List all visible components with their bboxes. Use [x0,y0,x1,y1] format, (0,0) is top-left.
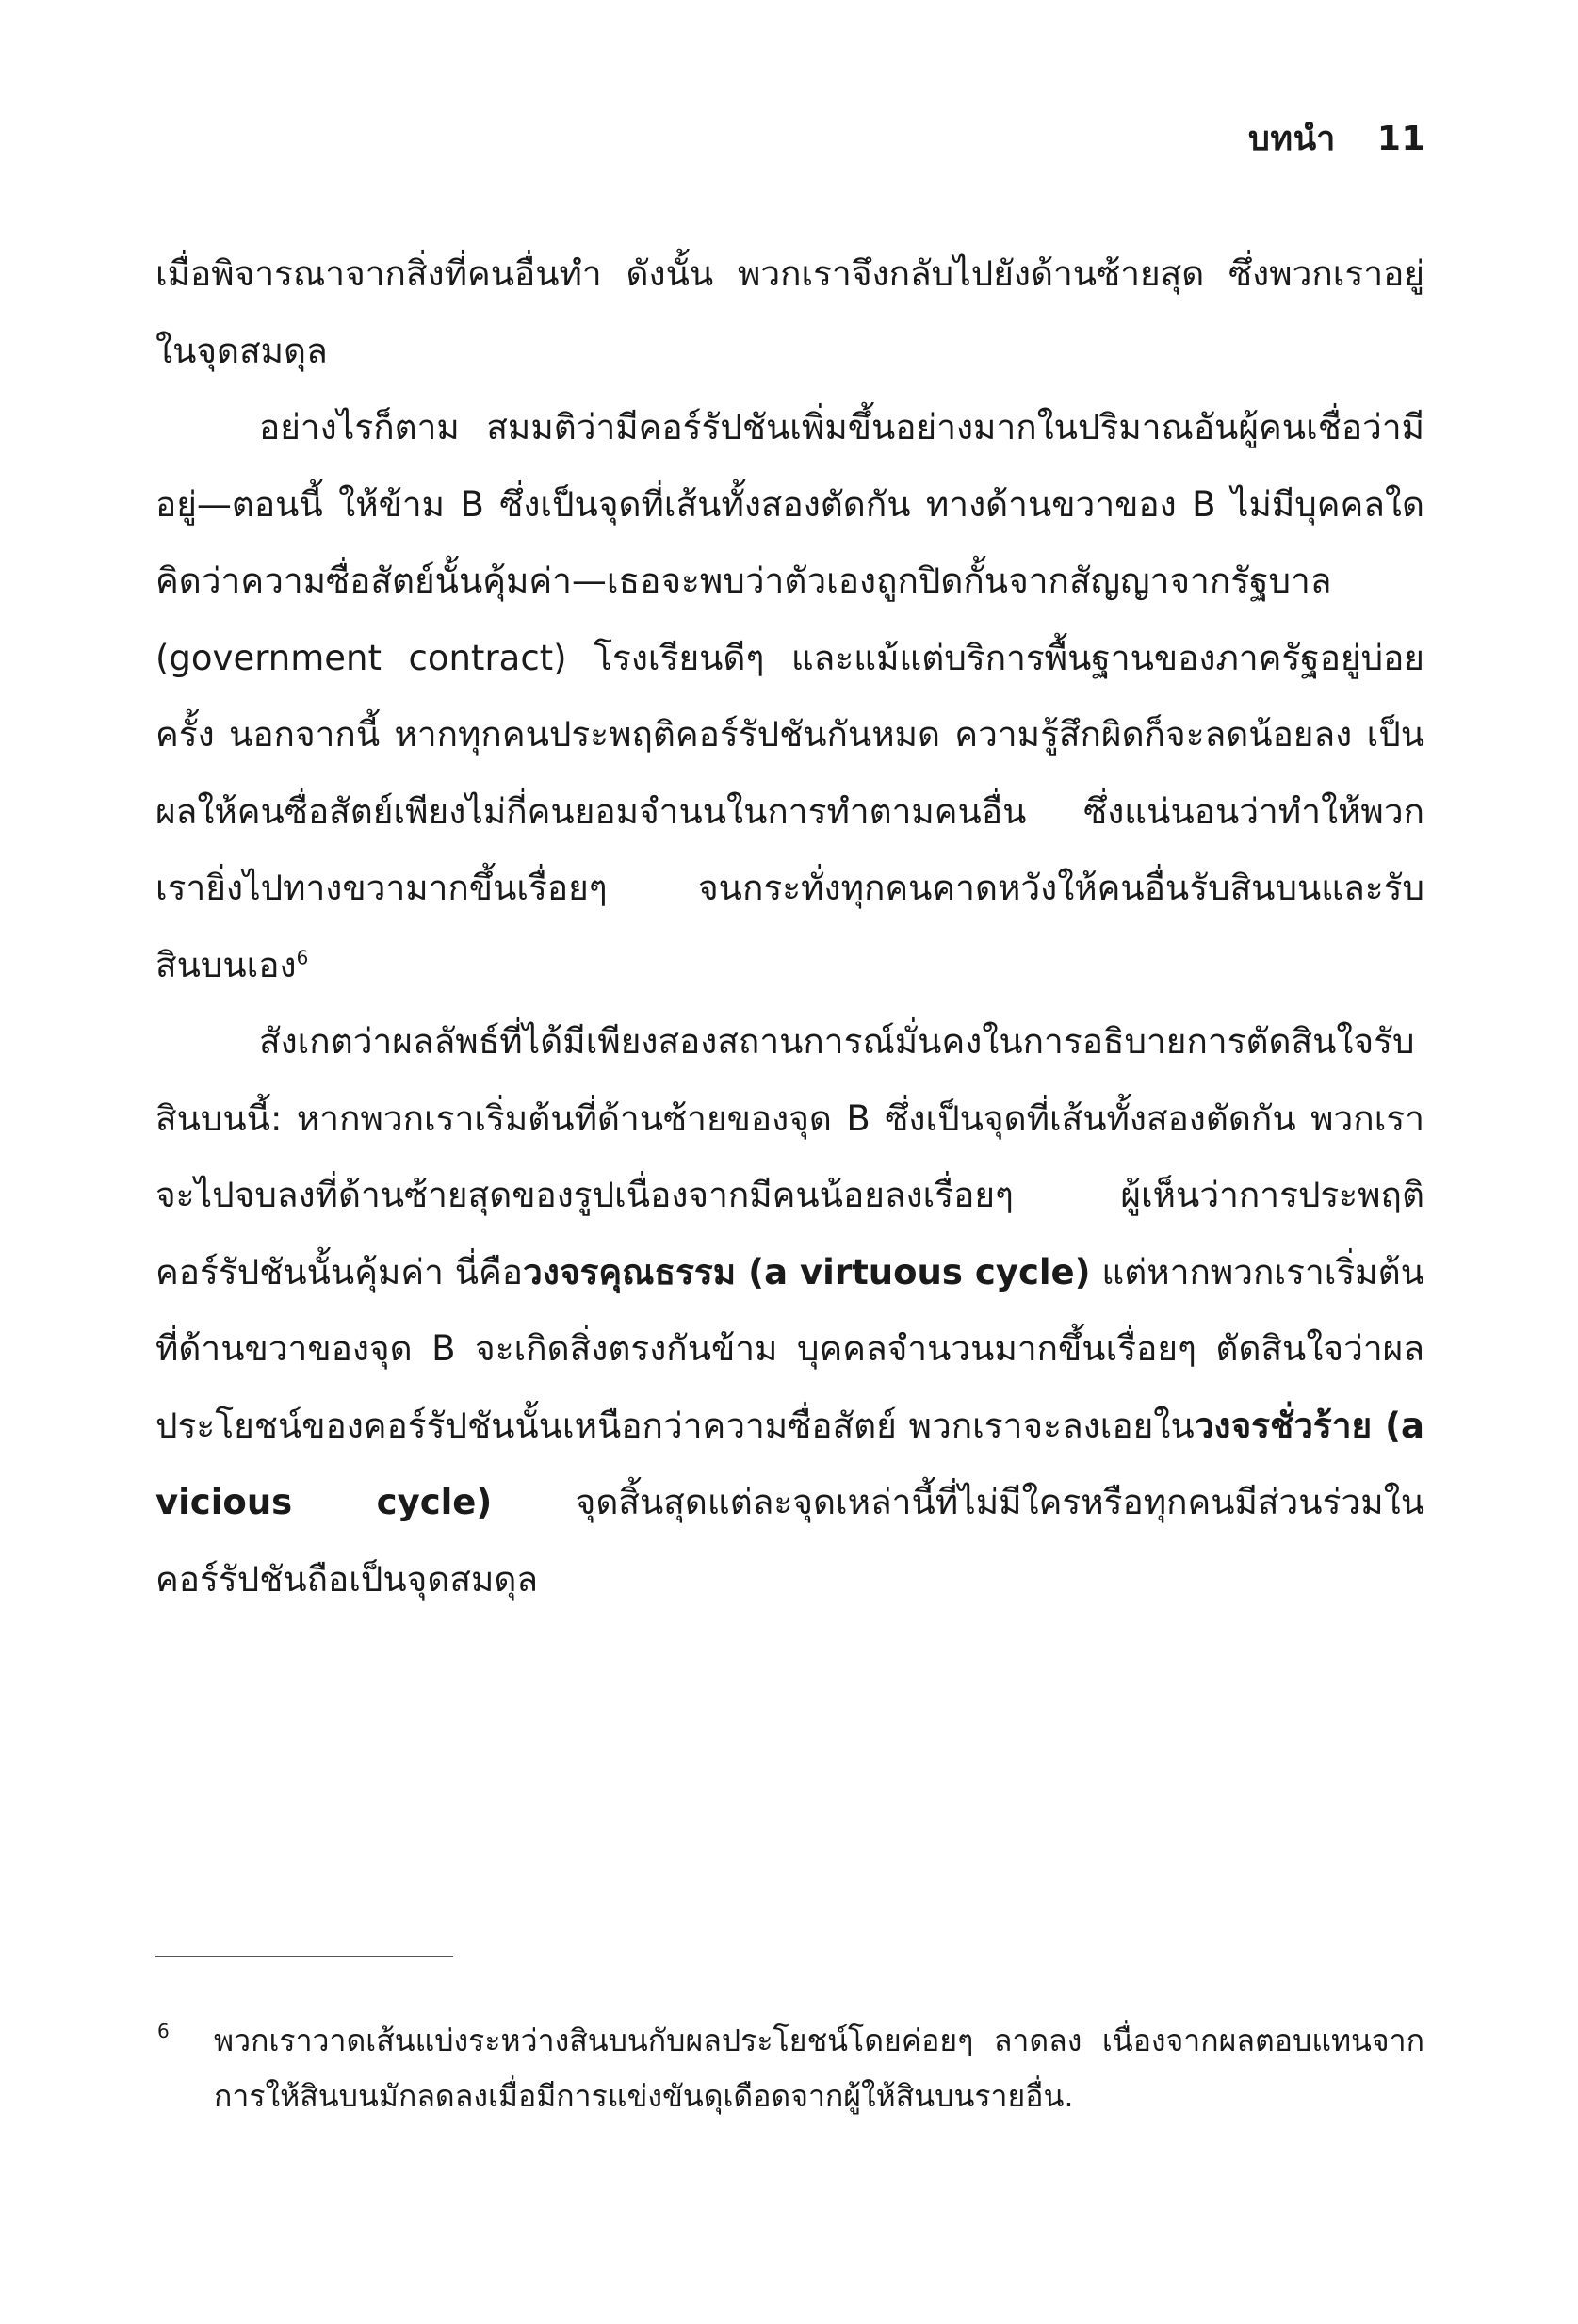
paragraph-2-text: อย่างไรก็ตาม สมมติว่ามีคอร์รัปชันเพิ่มขึ้นอย่างมากในปริมาณอันผู้คนเชื่อว่ามีอยู่—ตอนนี้ ให้ข้าม B ซึ่งเป็นจุดที่เส้นทั้งสองตัดกัน ทางด้านขวาของ B ไม่มีบุคคลใดคิดว่าความซื่อสัตย์นั้นคุ้มค่า—เธอจะพบว่าตัวเองถูกปิดกั้นจากสัญญาจากรัฐบาล (government contract) โรงเรียนดีๆ และแม้แต่บริการพื้นฐานของภาครัฐอยู่บ่อยครั้ง นอกจากนี้ หากทุกคนประพฤติคอร์รัปชันกันหมด ความรู้สึกผิดก็จะลดน้อยลง เป็นผลให้คนซื่อสัตย์เพียงไม่กี่คนยอมจำนนในการทำตามคนอื่น ซึ่งแน่นอนว่าทำให้พวกเรายิ่งไปทางขวามากขึ้นเรื่อยๆ จนกระทั่งทุกคนคาดหวังให้คนอื่นรับสินบนและรับสินบนเอง [155,407,1424,985]
paragraph-3-part-2: แต่หากพวกเราเริ่มต้นที่ด้านขวาของจุด B จะเกิดสิ่งตรงกันข้าม บุคคลจำนวนมากขึ้นเรื่อยๆ ตัดสินใจว่าผลประโยชน์ของคอร์รัปชันนั้นเหนือกว่าความซื่อสัตย์ พวกเราจะลงเอยใน [155,1251,1424,1446]
body-text [155,236,1424,1617]
page-number: 11 [1376,120,1425,158]
footnote-divider [155,1956,453,1957]
chapter-title: บทนำ [1247,120,1336,158]
paragraph-1: เมื่อพิจารณาจากสิ่งที่คนอื่นทำ ดังนั้น พวกเราจึงกลับไปยังด้านซ้ายสุด ซึ่งพวกเราอยู่ในจุดสมดุล [155,253,1424,371]
footnote-reference: 6 [296,946,309,969]
paragraph-3 [155,1003,1424,1617]
term-vicious-cycle: วงจรชั่วร้าย (a vicious cycle) [155,1405,1424,1522]
footnote-number: 6 [157,2020,170,2042]
running-header [1248,111,1425,165]
paragraph-2 [155,389,1424,1003]
term-virtuous-cycle: วงจรคุณธรรม (a virtuous cycle) [523,1251,1091,1292]
footnote-text: พวกเราวาดเส้นแบ่งระหว่างสินบนกับผลประโยชน์โดยค่อยๆ ลาดลง เนื่องจากผลตอบแทนจากการให้สินบนมักลดลงเมื่อมีการแข่งขันดุเดือดจากผู้ให้สินบนรายอื่น. [214,2023,1424,2114]
paragraph-3-part-1: สังเกตว่าผลลัพธ์ที่ได้มีเพียงสองสถานการณ์มั่นคงในการอธิบายการตัดสินใจรับสินบนนี้: หากพวกเราเริ่มต้นที่ด้านซ้ายของจุด B ซึ่งเป็นจุดที่เส้นทั้งสองตัดกัน พวกเราจะไปจบลงที่ด้านซ้ายสุดของรูปเนื่องจากมีคนน้อยลงเรื่อยๆ ผู้เห็นว่าการประพฤติคอร์รัปชันนั้นคุ้มค่า นี่คือ [155,1021,1424,1292]
paragraph-3-part-3: จุดสิ้นสุดแต่ละจุดเหล่านี้ที่ไม่มีใครหรือทุกคนมีส่วนร่วมในคอร์รัปชันถือเป็นจุดสมดุล [155,1482,1424,1600]
footnote [155,2013,1424,2124]
